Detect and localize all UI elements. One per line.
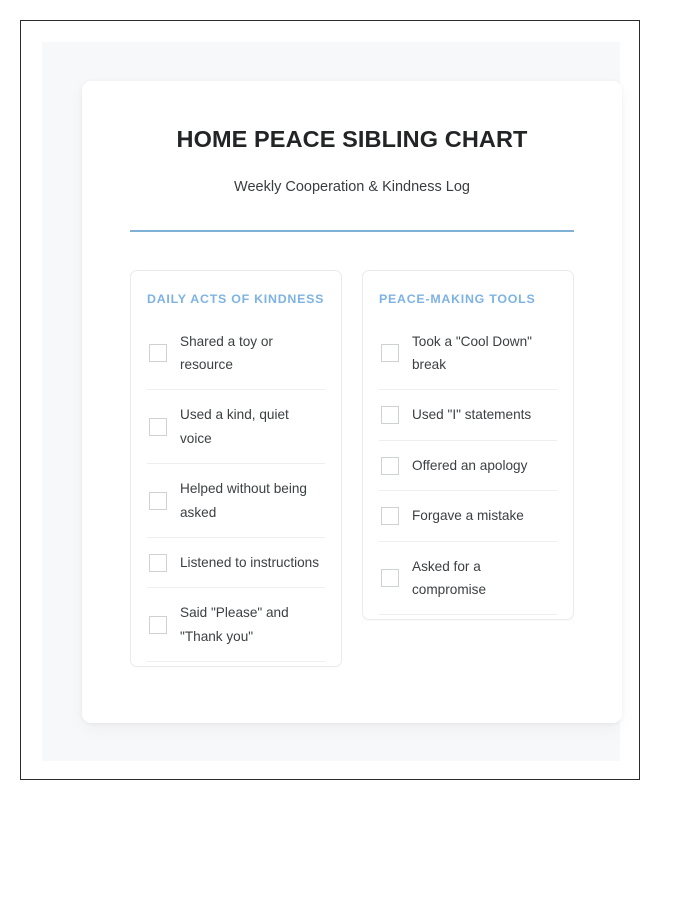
list-item[interactable] xyxy=(379,441,557,491)
list-item[interactable] xyxy=(147,588,325,662)
list-item[interactable] xyxy=(147,538,325,588)
checkbox-icon[interactable] xyxy=(381,569,399,587)
list-item[interactable] xyxy=(379,317,557,391)
checkbox-icon[interactable] xyxy=(149,344,167,362)
checkbox-icon[interactable] xyxy=(149,616,167,634)
list-item-label: Offered an apology xyxy=(412,457,528,473)
list-item[interactable] xyxy=(147,317,325,391)
section-heading: DAILY ACTS OF KINDNESS xyxy=(147,292,325,307)
list-item[interactable] xyxy=(147,390,325,464)
list-item-label: Took a "Cool Down" break xyxy=(412,333,532,373)
printable-sheet xyxy=(82,81,622,723)
list-item[interactable] xyxy=(379,542,557,616)
list-item-label: Shared a toy or resource xyxy=(180,333,273,373)
list-item[interactable] xyxy=(379,390,557,440)
list-item-label: Used "I" statements xyxy=(412,407,532,423)
checkbox-icon[interactable] xyxy=(149,418,167,436)
section-heading: PEACE-MAKING TOOLS xyxy=(379,292,536,307)
title-divider xyxy=(130,230,574,232)
page-subtitle: Weekly Cooperation & Kindness Log xyxy=(234,179,470,196)
list-item[interactable] xyxy=(147,464,325,538)
checkbox-icon[interactable] xyxy=(381,406,399,424)
section-card-daily-acts-of-kindness xyxy=(130,270,342,667)
section-card-peace-making-tools xyxy=(362,270,574,620)
page-backdrop xyxy=(42,42,620,761)
page-title: HOME PEACE SIBLING CHART xyxy=(176,126,528,152)
checkbox-icon[interactable] xyxy=(381,344,399,362)
list-item-label: Used a kind, quiet voice xyxy=(180,407,289,446)
list-item-label: Said "Please" and "Thank you" xyxy=(180,605,289,644)
sheet-content xyxy=(82,81,622,667)
checklist xyxy=(379,317,557,616)
checkbox-icon[interactable] xyxy=(381,507,399,525)
checklist-card-grid xyxy=(130,270,574,667)
list-item-label: Forgave a mistake xyxy=(412,508,524,524)
checkbox-icon[interactable] xyxy=(149,492,167,510)
list-item-label: Asked for a compromise xyxy=(412,558,487,597)
checkbox-icon[interactable] xyxy=(381,457,399,475)
list-item-label: Listened to instructions xyxy=(180,554,320,570)
list-item[interactable] xyxy=(379,491,557,541)
checklist xyxy=(147,317,325,662)
list-item-label: Helped without being asked xyxy=(180,481,307,520)
checkbox-icon[interactable] xyxy=(149,554,167,572)
screenshot-frame xyxy=(20,20,640,780)
